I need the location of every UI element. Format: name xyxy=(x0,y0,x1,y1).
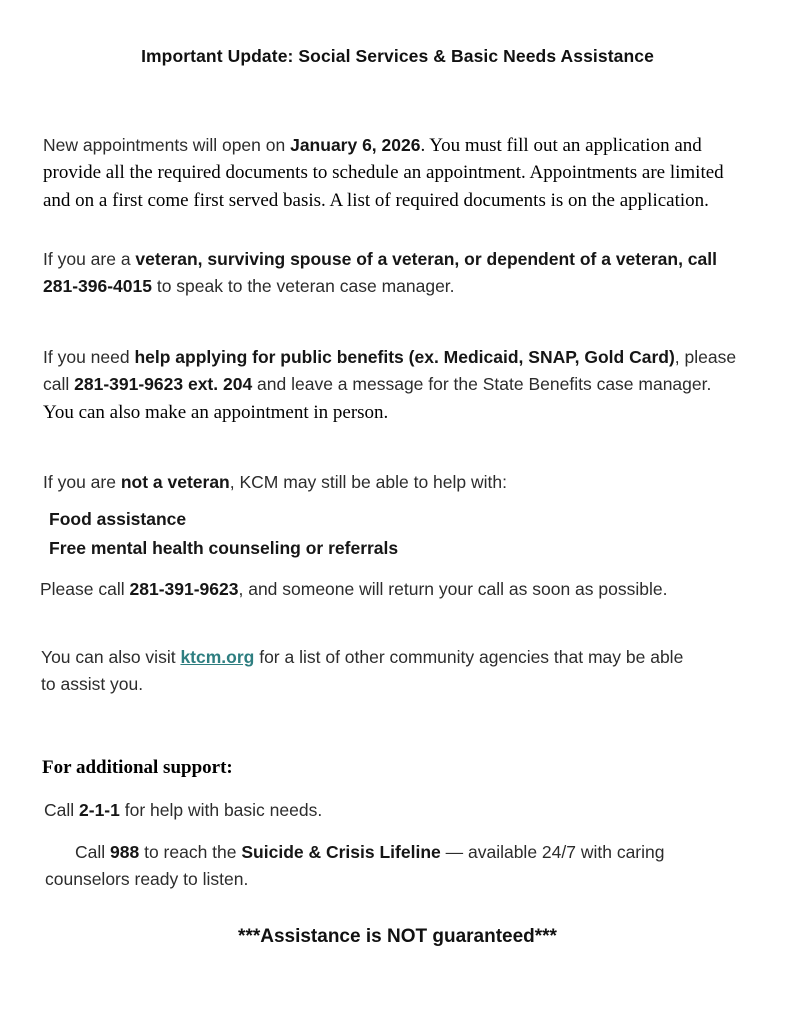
text-run: , and someone will return your call as soon as possible. xyxy=(238,578,668,599)
text-run: You can also visit xyxy=(41,646,181,667)
text-run: and leave a message for the State Benefits case manager. xyxy=(252,374,712,394)
paragraph-call-988 xyxy=(45,839,685,894)
text-run-serif: You can also make an appointment in person. xyxy=(43,401,389,423)
text-run-bold-phone: 281-391-9623 xyxy=(129,578,239,599)
text-run: , please call xyxy=(43,346,737,394)
paragraph-nonveteran xyxy=(43,469,507,497)
text-run: to reach the xyxy=(139,841,242,862)
paragraph-appointments xyxy=(43,132,737,215)
paragraph-callback xyxy=(40,576,667,604)
text-run: Call xyxy=(44,799,80,820)
text-run-bold: not a veteran xyxy=(120,471,230,492)
text-run: If you need xyxy=(43,346,135,367)
text-run-bold-phone: 988 xyxy=(110,841,140,862)
text-run-bold-date: January 6, 2026 xyxy=(290,134,421,155)
heading-additional-support: For additional support: xyxy=(42,757,233,778)
text-run-bold-phone: veteran, surviving spouse of a veteran, or dependent of a veteran, call 281-396-4015 xyxy=(43,248,717,296)
list-item-mental-health: Free mental health counseling or referrals xyxy=(49,537,399,558)
text-run: New appointments will open on xyxy=(43,134,291,155)
text-run: If you are xyxy=(43,471,121,492)
text-run-bold-phone: 281-391-9623 ext. 204 xyxy=(74,374,253,394)
footer-disclaimer: ***Assistance is NOT guaranteed*** xyxy=(238,926,557,947)
text-run-bold-phone: 2-1-1 xyxy=(79,799,120,820)
ktcm-link[interactable]: ktcm.org xyxy=(180,646,255,667)
text-run: , KCM may still be able to help with: xyxy=(229,471,507,492)
paragraph-benefits xyxy=(43,344,737,427)
text-run: — available 24/7 with caring counselors ready to listen. xyxy=(45,841,665,889)
text-run-serif: . You must fill out an application and provide all the required documents to schedule an appointment. Appointments are limited and on a first come first served basis. A list of required documents is on the application. xyxy=(43,134,724,211)
text-run: for a list of other community agencies that may be able to assist you. xyxy=(41,646,684,694)
text-run: If you are a xyxy=(43,248,136,269)
paragraph-call-211 xyxy=(44,797,322,825)
text-run: Please call xyxy=(40,578,130,599)
text-run: for help with basic needs. xyxy=(119,799,323,820)
paragraph-veteran xyxy=(43,246,737,301)
text-run-bold: Suicide & Crisis Lifeline xyxy=(241,841,441,862)
text-run-bold: help applying for public benefits (ex. Medicaid, SNAP, Gold Card) xyxy=(134,346,675,367)
page-title: Important Update: Social Services & Basic Needs Assistance xyxy=(141,46,654,66)
paragraph-visit-website xyxy=(41,644,701,699)
text-run: to speak to the veteran case manager. xyxy=(151,276,455,296)
list-item-food-assistance: Food assistance xyxy=(49,508,187,529)
text-run: Call xyxy=(75,841,111,862)
